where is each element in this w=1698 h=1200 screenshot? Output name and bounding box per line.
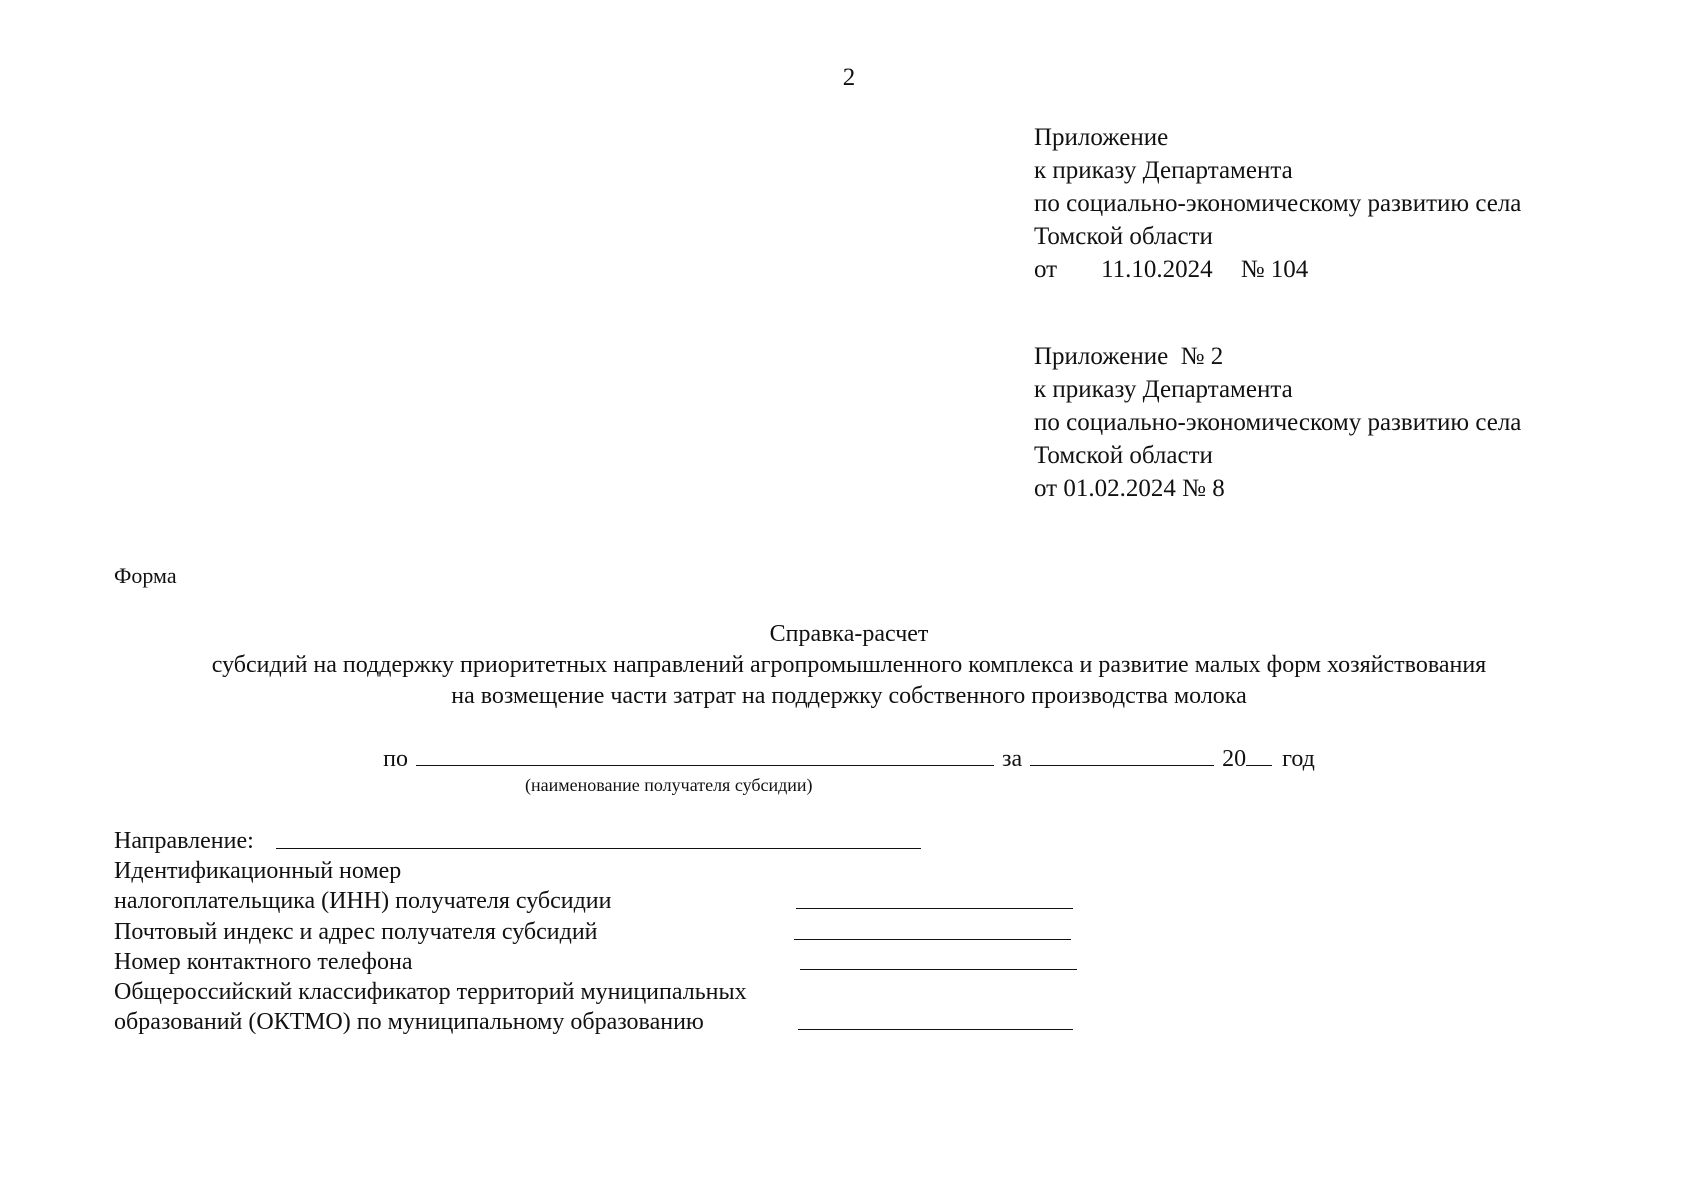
annex-current-line4: Томской области	[1034, 223, 1213, 250]
title-line2: субсидий на поддержку приоритетных направлений агропромышленного комплекса и развитие малых форм хозяйствования	[211, 652, 1487, 678]
recipient-caption: (наименование получателя субсидии)	[525, 775, 813, 795]
inn-row	[114, 886, 747, 916]
recipient-fields	[114, 826, 747, 1037]
inn-label-line1: Идентификационный номер	[114, 858, 402, 885]
phone-blank[interactable]	[800, 947, 1077, 970]
page-number: 2	[842, 64, 856, 91]
period-line	[0, 741, 1698, 773]
oktmo-row	[114, 1007, 747, 1037]
direction-row	[114, 826, 747, 856]
annex-current-order	[1034, 253, 1521, 286]
direction-blank[interactable]	[276, 826, 921, 849]
order-date-prefix: от	[1034, 256, 1058, 283]
oktmo-blank[interactable]	[798, 1007, 1073, 1030]
year-prefix: 20	[1222, 746, 1247, 772]
title-line1: Справка-расчет	[769, 621, 929, 647]
annex-current-line1: Приложение	[1034, 124, 1169, 151]
po-label: по	[383, 746, 408, 772]
form-label: Форма	[114, 563, 177, 588]
annex-original-line1: Приложение № 2	[1034, 343, 1224, 370]
address-blank[interactable]	[794, 917, 1071, 940]
inn-blank[interactable]	[796, 886, 1073, 909]
annex-current	[1034, 121, 1521, 286]
order-date: 11.10.2024	[1101, 256, 1213, 283]
phone-label: Номер контактного телефона	[114, 948, 413, 975]
annex-current-line3: по социально-экономическому развитию села	[1034, 190, 1522, 217]
annex-original-line2: к приказу Департамента	[1034, 376, 1293, 403]
period-blank[interactable]	[1030, 741, 1214, 766]
recipient-name-blank[interactable]	[416, 741, 994, 766]
oktmo-label-line2: образований (ОКТМО) по муниципальному образованию	[114, 1009, 704, 1036]
document-title	[0, 619, 1698, 712]
order-number: № 104	[1240, 256, 1309, 283]
za-label: за	[1001, 746, 1023, 772]
year-blank[interactable]	[1246, 741, 1272, 766]
inn-label-line2: налогоплательщика (ИНН) получателя субсидии	[114, 888, 612, 915]
oktmo-label-line1: Общероссийский классификатор территорий муниципальных	[114, 978, 747, 1005]
annex-current-line2: к приказу Департамента	[1034, 157, 1293, 184]
annex-original-line3: по социально-экономическому развитию села	[1034, 409, 1522, 436]
address-label: Почтовый индекс и адрес получателя субсидий	[114, 918, 598, 945]
address-row	[114, 917, 747, 947]
direction-label: Направление:	[114, 828, 254, 854]
annex-original-line4: Томской области	[1034, 442, 1213, 469]
phone-row	[114, 947, 747, 977]
title-line3: на возмещение части затрат на поддержку собственного производства молока	[451, 683, 1247, 709]
annex-original-line5: от 01.02.2024 № 8	[1034, 475, 1225, 502]
annex-original	[1034, 340, 1521, 505]
year-suffix: год	[1282, 746, 1315, 772]
